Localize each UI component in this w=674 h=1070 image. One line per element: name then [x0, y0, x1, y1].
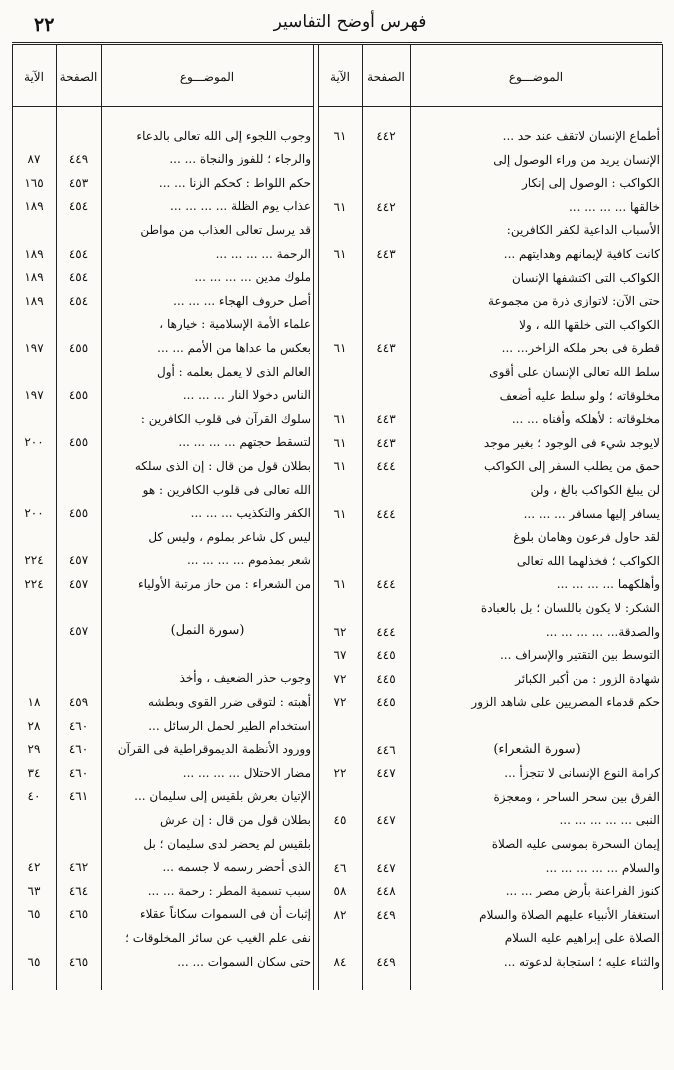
entry-topic: وورود الأنظمة الديموقراطية فى القرآن [117, 742, 311, 757]
entry-ayah: ٦١ [333, 459, 347, 474]
entry-topic: عذاب يوم الظلة ... ... ... ... [170, 199, 311, 214]
index-row [0, 855, 674, 879]
index-row [0, 218, 674, 242]
entry-ayah: ١٦٥ [24, 175, 44, 190]
index-row [0, 478, 674, 502]
index-row [0, 714, 674, 738]
index-row [0, 619, 674, 643]
entry-page: ٤٤٣ [376, 247, 396, 261]
entry-ayah: ٢٢٤ [24, 577, 44, 591]
entry-topic: من الشعراء : من حاز مرتبة الأولياء [138, 577, 311, 591]
index-row [0, 879, 674, 903]
entry-ayah: ١٨٩ [24, 246, 44, 261]
entry-ayah: ٨٧ [27, 152, 41, 167]
page-header [0, 8, 674, 38]
entry-page: ٤٦٢ [68, 860, 89, 875]
index-row [0, 336, 674, 360]
entry-ayah: ١٨٩ [24, 199, 44, 214]
entry-page: ٤٥٥ [68, 341, 89, 355]
entry-topic: حتى الآن: لاتوازى ذرة من مجموعة [488, 294, 660, 309]
left-ayah-header: الآية [24, 70, 44, 84]
index-row [0, 572, 674, 596]
entry-page: ٤٦٠ [68, 718, 89, 733]
entry-ayah: ٦١ [333, 341, 347, 356]
entry-topic: والسلام ... ... ... ... ... [545, 860, 660, 875]
entry-page: ٤٤٢ [376, 129, 396, 143]
entry-topic: خالقها ... ... ... ... [568, 199, 660, 214]
entry-topic: إثبات أن فى السموات سكاناً عقلاء [139, 907, 311, 922]
entry-ayah: ٨٢ [333, 907, 347, 922]
entry-topic: مخلوقاته ؛ ولو سلط عليه أضعف [499, 388, 660, 403]
entry-page: ٤٥٧ [68, 553, 89, 568]
entry-topic: والرجاء ؛ للفوز والنجاة ... ... [169, 152, 311, 167]
index-row [0, 100, 674, 124]
entry-page: ٤٤٢ [376, 199, 396, 214]
entry-topic: الأسباب الداعية لكفر الكافرين: [506, 223, 660, 238]
entry-page: ٤٤٥ [376, 648, 396, 663]
entry-topic: الكواكب : الوصول إلى إنكار [522, 176, 660, 191]
entry-topic: حتى سكان السموات ... ... [177, 954, 311, 969]
entry-topic: سلط الله تعالى الإنسان على أقوى [489, 365, 660, 379]
entry-topic: مضار الاحتلال ... ... ... ... [182, 765, 311, 780]
entry-page: ٤٤٤ [376, 577, 396, 592]
entry-ayah: ١٩٧ [24, 388, 44, 403]
index-row [0, 194, 674, 218]
left-page-header: الصفحة [59, 70, 98, 84]
entry-ayah: ١٨ [27, 695, 41, 709]
entry-ayah: ٦٧ [333, 648, 347, 663]
index-row [0, 926, 674, 950]
entry-topic: حكم اللواط : كحكم الزنا ... ... [158, 175, 311, 190]
index-row [0, 147, 674, 171]
entry-topic: قد يرسل تعالى العذاب من مواطن [140, 223, 311, 237]
entry-page: ٤٤٣ [376, 412, 396, 427]
entry-ayah: ١٩٧ [24, 341, 44, 355]
entry-ayah: ٤٦ [333, 860, 347, 875]
entry-topic: يسافر إليها مسافر ... ... ... [523, 506, 660, 521]
index-row [0, 902, 674, 926]
entry-page: ٤٥٥ [68, 388, 89, 403]
entry-topic: الذى أحضر رسمه لا جسمه ... [162, 860, 311, 875]
index-row [0, 171, 674, 195]
entry-topic: العالم الذى لا يعمل بعلمه : أول [156, 364, 311, 379]
entry-topic: وأهلكهما ... ... ... ... [556, 577, 660, 592]
entry-ayah: ٣٤ [27, 765, 41, 780]
entry-topic: أصل حروف الهجاء ... ... ... [173, 293, 311, 308]
entry-ayah: ٢٢٤ [24, 553, 44, 568]
entry-topic: الشكر: لا يكون باللسان ؛ بل بالعبادة [480, 601, 660, 615]
header-rule [12, 42, 662, 43]
entry-topic: لقد حاول فرعون وهامان بلوغ [513, 530, 660, 545]
entry-page: ٤٥٤ [68, 199, 89, 214]
index-row [0, 596, 674, 620]
index-row [0, 312, 674, 336]
entry-topic: كرامة النوع الإنسانى لا تتجزأ ... [504, 766, 660, 781]
entry-page: ٤٥٧ [68, 624, 89, 639]
entry-page: ٤٦٥ [68, 907, 89, 922]
entry-topic: سلوك القرآن فى قلوب الكافرين : [140, 411, 311, 426]
entry-page: ٤٤٣ [376, 341, 396, 356]
entry-topic: ليس كل شاعر بملوم ، وليس كل [148, 529, 311, 544]
entry-ayah: ٦١ [333, 199, 347, 214]
entry-ayah: ٢٩ [27, 742, 41, 757]
entry-topic: ملوك مدين ... ... ... ... [194, 270, 311, 285]
index-row [0, 643, 674, 667]
entry-ayah: ١٨٩ [24, 270, 44, 285]
entry-topic: علماء الأمة الإسلامية : خيارها ، [159, 317, 311, 332]
entry-topic: بلقيس لم يحضر لدى سليمان ؛ بل [143, 836, 311, 851]
entry-page: ٤٤٤ [376, 459, 396, 474]
page-title: فهرس أوضح التفاسير [273, 12, 427, 32]
entry-topic: استخدام الطير لحمل الرسائل ... [148, 718, 311, 733]
index-row [0, 289, 674, 313]
entry-ayah: ٥٨ [333, 884, 347, 899]
entry-page: ٤٤٤ [376, 624, 396, 639]
entry-ayah: ٢٠٠ [24, 506, 44, 521]
entry-ayah: ٦١ [333, 412, 347, 427]
entry-page: ٤٤٨ [376, 884, 396, 899]
index-row [0, 501, 674, 525]
entry-topic: أهبته : لتوقى ضرر القوى وبطشه [147, 695, 311, 709]
entry-topic: الكواكب ؛ فخذلهما الله تعالى [516, 553, 660, 568]
entry-topic: الله تعالى فى قلوب الكافرين : هو [142, 482, 311, 497]
entry-ayah: ٨٤ [333, 955, 347, 969]
entry-topic: الرحمة ... ... ... ... [215, 246, 311, 261]
entry-ayah: ٦٢ [333, 624, 347, 639]
entry-topic: الكواكب التى اكتشفها الإنسان [511, 270, 660, 285]
table-top-rule [12, 44, 662, 45]
entry-page: ٤٤٣ [376, 435, 396, 450]
index-row [0, 737, 674, 761]
entry-topic: وجوب اللجوء إلى الله تعالى بالدعاء [136, 128, 311, 143]
entry-topic: كانت كافية لإيمانهم وهدايتهم ... [503, 247, 660, 261]
entry-topic: سبب تسمية المطر : رحمة ... ... [147, 883, 311, 898]
entry-page: ٤٤٤ [376, 506, 396, 521]
entry-topic: نفى علم الغيب عن سائر المخلوقات ؛ [125, 931, 311, 945]
entry-topic: الإنسان يريد من وراء الوصول إلى [493, 152, 660, 167]
entry-ayah: ٦٥ [27, 954, 41, 969]
index-row [0, 407, 674, 431]
entry-topic: الفرق بين سحر الساحر ، ومعجزة [493, 789, 660, 804]
entry-ayah: ٧٢ [333, 695, 347, 710]
entry-page: ٤٤٩ [376, 955, 396, 969]
entry-topic: التوسط بين التقتير والإسراف ... [499, 648, 660, 663]
entry-page: ٤٦٥ [68, 954, 89, 969]
index-row [0, 666, 674, 690]
entry-page: ٤٤٦ [376, 742, 396, 757]
entry-topic: أطماع الإنسان لاتقف عند حد ... [502, 129, 660, 143]
entry-topic: لايوجد شيء فى الوجود ؛ بغير موجد [483, 435, 660, 450]
entry-ayah: ٦٥ [27, 907, 41, 922]
entry-topic: بطلان قول من قال : إن الذى سلكه [134, 459, 311, 473]
entry-topic: الكفر والتكذيب ... ... ... [190, 506, 311, 521]
entry-topic: والصدقة... ... ... ... ... [545, 624, 660, 639]
index-row [0, 784, 674, 808]
entry-topic: الإتيان بعرش بلقيس إلى سليمان ... [134, 789, 311, 804]
entry-page: ٤٥٤ [68, 293, 89, 308]
entry-ayah: ٦٣ [27, 883, 41, 898]
index-row [0, 690, 674, 714]
index-row [0, 525, 674, 549]
entry-ayah: ٧٢ [333, 671, 347, 686]
entry-page: ٤٤٩ [68, 152, 89, 167]
left-topic-header: الموضـــوع [179, 70, 235, 84]
entry-topic: وجوب حذر الضعيف ، وأخذ [179, 671, 311, 686]
index-row [0, 548, 674, 572]
entry-topic: والثناء عليه ؛ استجابة لدعوته ... [503, 955, 660, 969]
index-row [0, 454, 674, 478]
entry-topic: قطرة فى بحر ملكه الزاخر... ... [501, 341, 660, 356]
entry-topic: النبى ... ... ... ... ... [559, 813, 660, 828]
index-row [0, 430, 674, 454]
entry-ayah: ٤٥ [333, 813, 347, 828]
entry-page: ٤٥٣ [68, 175, 89, 190]
entry-topic: لتسقط حجتهم ... ... ... ... [178, 435, 311, 450]
surah-heading: (سورة الشعراء) [493, 741, 581, 757]
entry-page: ٤٤٥ [376, 671, 396, 686]
index-row [0, 808, 674, 832]
entry-topic: الناس دخولا النار ... ... ... [182, 388, 311, 403]
entry-topic: حمق من يطلب السفر إلى الكواكب [484, 459, 660, 474]
index-row [0, 383, 674, 407]
entry-ayah: ٦١ [333, 247, 347, 261]
entry-topic: بطلان قول من قال : إن عرش [160, 813, 311, 827]
entry-topic: شعر بمذموم ... ... ... ... [187, 553, 311, 568]
entry-page: ٤٦٤ [68, 883, 89, 898]
entry-topic: لن يبلغ الكواكب بالغ ، ولن [530, 483, 660, 497]
entry-page: ٤٥٩ [68, 695, 89, 709]
right-ayah-header: الآية [330, 70, 350, 84]
entry-ayah: ٢٢ [333, 766, 347, 781]
entry-topic: الكواكب التى خلقها الله ، ولا [519, 317, 660, 332]
entry-ayah: ٤٠ [27, 789, 41, 804]
entry-ayah: ٦١ [333, 577, 347, 592]
entry-topic: مخلوقاته : لأهلكه وأفناه ... ... [511, 412, 660, 427]
entry-topic: الصلاة على إبراهيم عليه السلام [504, 931, 660, 946]
entry-page: ٤٤٧ [376, 766, 396, 781]
page-number: ٢٢ [34, 14, 55, 36]
right-topic-header: الموضـــوع [508, 70, 564, 84]
entry-page: ٤٦٠ [68, 742, 89, 757]
index-row [0, 265, 674, 289]
surah-heading: (سورة النمل) [170, 623, 245, 639]
entry-ayah: ٦١ [333, 129, 347, 143]
entry-topic: بعكس ما عداها من الأمم ... ... [157, 341, 311, 355]
entry-page: ٤٦٠ [68, 765, 89, 780]
entry-page: ٤٤٧ [376, 860, 396, 875]
index-row [0, 242, 674, 266]
right-page-header: الصفحة [367, 70, 405, 84]
entry-ayah: ١٨٩ [24, 293, 44, 308]
entry-page: ٤٥٤ [68, 246, 89, 261]
entry-topic: حكم قدماء المصريين على شاهد الزور [471, 695, 660, 710]
index-row [0, 761, 674, 785]
entry-ayah: ٦١ [333, 506, 347, 521]
entry-page: ٤٥٤ [68, 270, 89, 285]
entry-ayah: ٢٨ [27, 718, 41, 733]
entry-page: ٤٤٩ [376, 907, 396, 922]
entry-topic: استغفار الأنبياء عليهم الصلاة والسلام [479, 907, 660, 922]
entry-page: ٤٤٥ [376, 695, 396, 710]
entry-page: ٤٦١ [68, 789, 89, 804]
index-row [0, 832, 674, 856]
entry-ayah: ٦١ [333, 435, 347, 450]
entry-topic: شهادة الزور : من أكبر الكبائر [515, 671, 660, 686]
entry-page: ٤٥٧ [68, 577, 89, 591]
entry-page: ٤٤٧ [376, 813, 396, 828]
index-row [0, 950, 674, 974]
index-row [0, 124, 674, 148]
entry-ayah: ٤٢ [27, 860, 41, 875]
entry-topic: كنوز الفراعنة بأرض مصر ... ... [505, 884, 660, 899]
entry-page: ٤٥٥ [68, 506, 89, 521]
entry-topic: إيمان السحرة بموسى عليه الصلاة [491, 837, 660, 851]
entry-ayah: ٢٠٠ [24, 435, 44, 450]
index-row [0, 360, 674, 384]
entry-page: ٤٥٥ [68, 435, 89, 450]
